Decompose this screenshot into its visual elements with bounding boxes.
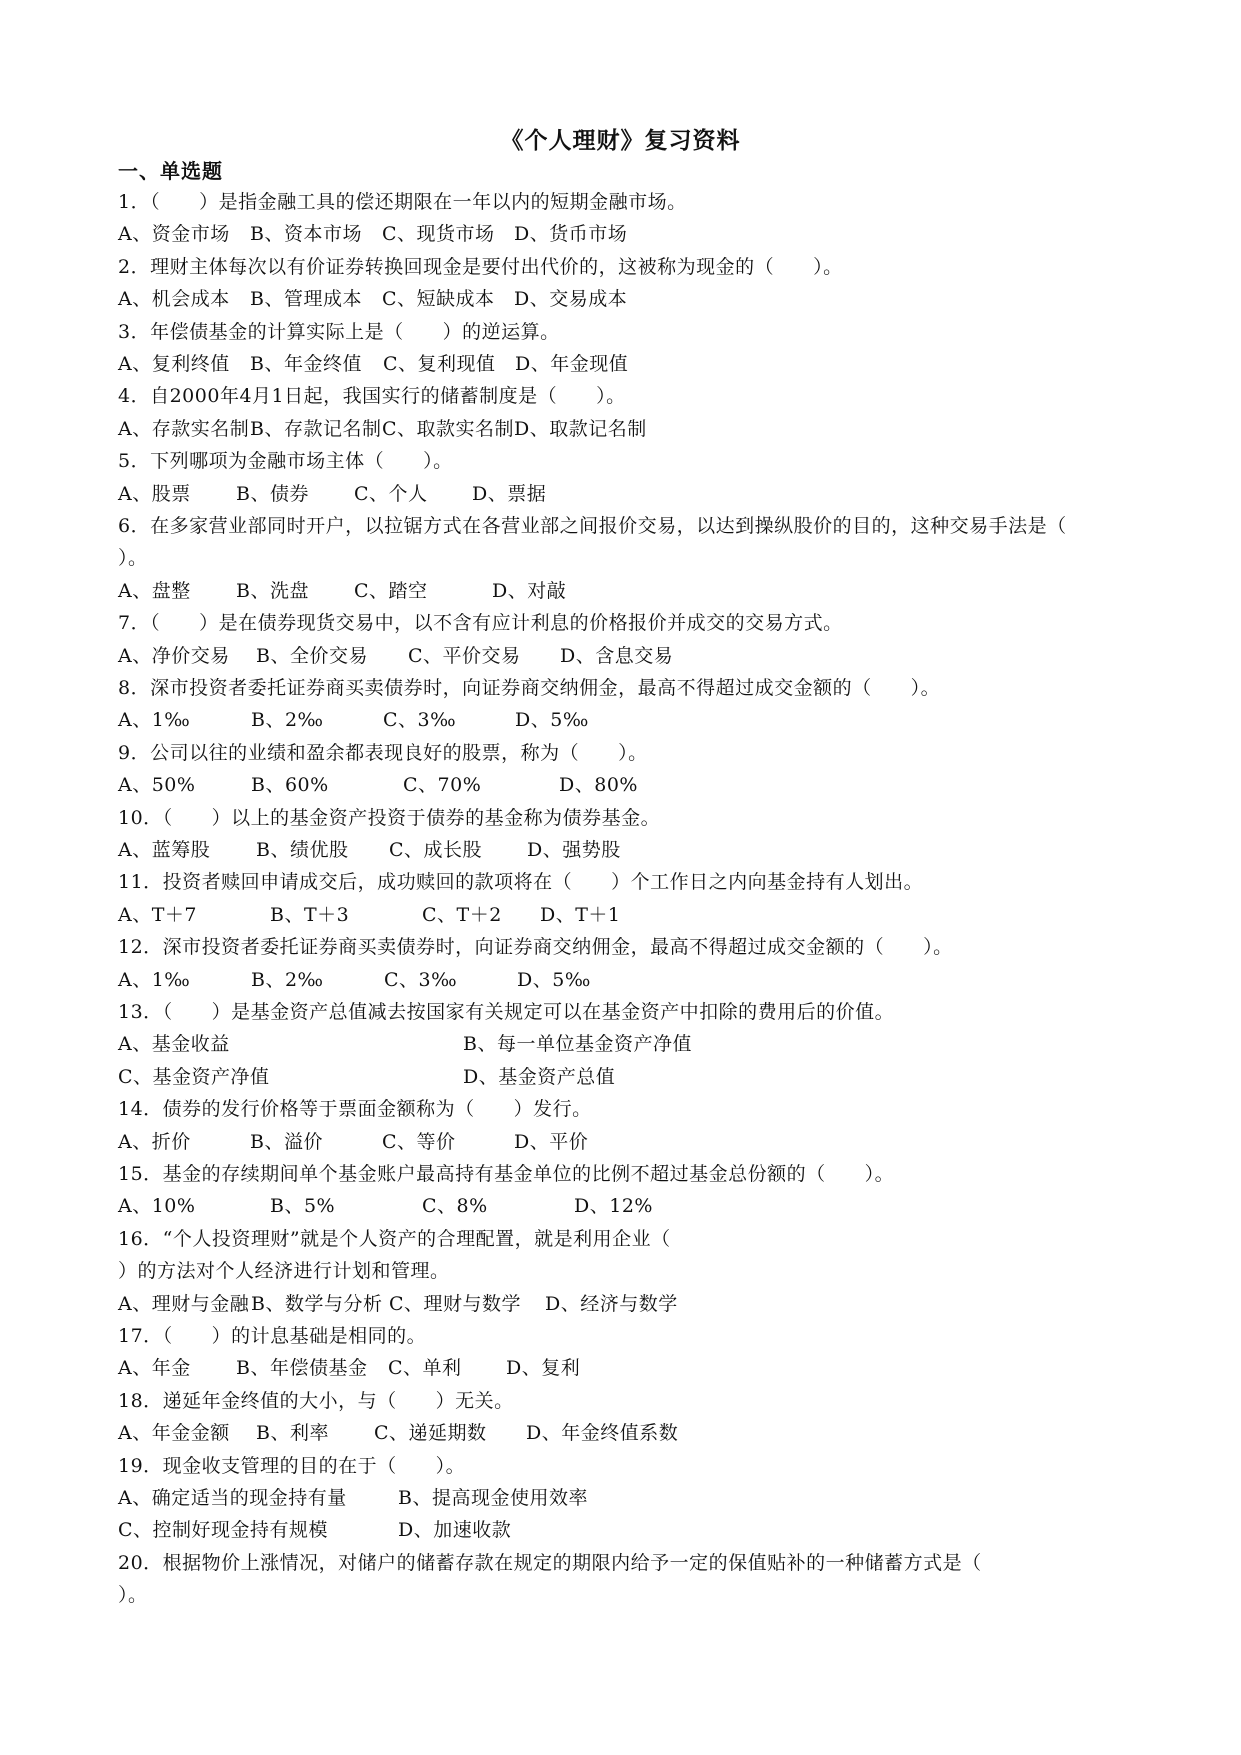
option: D、5‰ bbox=[517, 968, 591, 991]
option: A、年金 bbox=[118, 1357, 191, 1380]
option-row bbox=[118, 1288, 1128, 1320]
option: D、年金现值 bbox=[515, 353, 629, 375]
section-heading: 一、单选题 bbox=[118, 159, 223, 183]
option: B、债券 bbox=[236, 482, 309, 505]
option: A、理财与金融 bbox=[118, 1292, 250, 1315]
option: B、T＋3 bbox=[270, 903, 350, 926]
question-text: 7．（ ）是在债券现货交易中，以不含有应计利息的价格报价并成交的交易方式。 bbox=[118, 612, 843, 635]
option-row bbox=[118, 1126, 1128, 1158]
question-text: 5．下列哪项为金融市场主体（ ）。 bbox=[118, 450, 453, 473]
option-row bbox=[118, 218, 1128, 250]
option: A、盘整 bbox=[118, 579, 191, 602]
question-text: 13．（ ）是基金资产总值减去按国家有关规定可以在基金资产中扣除的费用后的价值。 bbox=[118, 1000, 895, 1023]
option: C、单利 bbox=[388, 1357, 462, 1380]
option: A、存款实名制 bbox=[118, 417, 250, 440]
option: B、年偿债基金 bbox=[236, 1357, 368, 1380]
question-text: 12．深市投资者委托证券商买卖债券时，向证券商交纳佣金，最高不得超过成交金额的（ ）。 bbox=[118, 936, 953, 959]
option: A、50% bbox=[118, 774, 196, 797]
option-row bbox=[118, 1190, 1128, 1222]
option-row bbox=[118, 575, 1128, 607]
option: B、存款记名制 bbox=[250, 417, 382, 440]
option: A、净价交易 bbox=[118, 644, 230, 667]
option: B、每一单位基金资产净值 bbox=[463, 1033, 692, 1056]
option: C、短缺成本 bbox=[382, 288, 495, 311]
option: A、确定适当的现金持有量 bbox=[118, 1486, 347, 1509]
option: D、基金资产总值 bbox=[463, 1065, 616, 1088]
option-row bbox=[118, 478, 1128, 510]
option-row bbox=[118, 1061, 1128, 1093]
option-row bbox=[118, 640, 1128, 672]
option: D、货币市场 bbox=[514, 223, 628, 246]
option: B、管理成本 bbox=[250, 288, 362, 311]
option: D、平价 bbox=[514, 1130, 589, 1153]
option: A、T＋7 bbox=[118, 903, 197, 926]
option: D、经济与数学 bbox=[545, 1292, 678, 1315]
question-list bbox=[118, 186, 1128, 1612]
question-text: 10．（ ）以上的基金资产投资于债券的基金称为债券基金。 bbox=[118, 806, 661, 829]
option: B、提高现金使用效率 bbox=[398, 1486, 588, 1509]
option-row bbox=[118, 769, 1128, 801]
option: C、现货市场 bbox=[382, 223, 495, 246]
option: C、个人 bbox=[354, 482, 428, 505]
option-row bbox=[118, 964, 1128, 996]
option-row bbox=[118, 899, 1128, 931]
question-text: 2．理财主体每次以有价证券转换回现金是要付出代价的，这被称为现金的（ ）。 bbox=[118, 255, 843, 278]
option: B、全价交易 bbox=[256, 644, 368, 667]
option-row bbox=[118, 413, 1128, 445]
question-text: 8．深市投资者委托证券商买卖债券时，向证券商交纳佣金，最高不得超过成交金额的（ ）。 bbox=[118, 676, 941, 699]
option: B、利率 bbox=[256, 1422, 329, 1445]
option: D、强势股 bbox=[527, 838, 621, 861]
option: B、洗盘 bbox=[236, 579, 309, 602]
option: B、资本市场 bbox=[250, 223, 362, 246]
option: A、1‰ bbox=[118, 968, 191, 991]
option: C、70% bbox=[403, 774, 482, 797]
question-text: 20．根据物价上涨情况，对储户的储蓄存款在规定的期限内给予一定的保值贴补的一种储蓄方式是（ ）。 bbox=[118, 1551, 982, 1607]
option: A、基金收益 bbox=[118, 1033, 230, 1056]
option: A、年金金额 bbox=[118, 1422, 230, 1445]
question-text: 3．年偿债基金的计算实际上是（ ）的逆运算。 bbox=[118, 320, 560, 343]
question-text: 4．自2000年4月1日起，我国实行的储蓄制度是（ ）。 bbox=[118, 385, 626, 408]
option: D、加速收款 bbox=[398, 1519, 512, 1542]
option: C、等价 bbox=[382, 1130, 456, 1153]
option: C、递延期数 bbox=[374, 1422, 487, 1445]
option: B、2‰ bbox=[251, 968, 324, 991]
document-title: 《个人理财》复习资料 bbox=[500, 127, 741, 154]
question-text: 16．“个人投资理财”就是个人资产的合理配置，就是利用企业（ ）的方法对个人经济进行计划和管理。 bbox=[118, 1227, 671, 1283]
option: D、12% bbox=[574, 1195, 653, 1218]
option: A、10% bbox=[118, 1195, 196, 1218]
option: C、平价交易 bbox=[408, 644, 521, 667]
option: D、复利 bbox=[506, 1357, 581, 1380]
option: D、T＋1 bbox=[540, 903, 621, 926]
option-row bbox=[118, 1514, 1128, 1546]
option: A、蓝筹股 bbox=[118, 838, 211, 861]
option: D、年金终值系数 bbox=[526, 1422, 679, 1445]
option: A、1‰ bbox=[118, 709, 191, 732]
option-row bbox=[118, 348, 1128, 380]
option: C、理财与数学 bbox=[389, 1292, 522, 1315]
option: C、取款实名制 bbox=[382, 417, 515, 440]
option: D、票据 bbox=[472, 482, 547, 505]
option: C、3‰ bbox=[383, 709, 457, 732]
option-row bbox=[118, 283, 1128, 315]
question-text: 14．债券的发行价格等于票面金额称为（ ）发行。 bbox=[118, 1098, 592, 1121]
option: A、折价 bbox=[118, 1130, 191, 1153]
option-row bbox=[118, 1482, 1128, 1514]
option: C、控制好现金持有规模 bbox=[118, 1519, 329, 1542]
option: C、复利现值 bbox=[383, 353, 496, 375]
option: D、交易成本 bbox=[514, 288, 628, 311]
option: C、踏空 bbox=[354, 579, 428, 602]
option: B、数学与分析 bbox=[251, 1292, 383, 1315]
question-text: 18．递延年金终值的大小，与（ ）无关。 bbox=[118, 1389, 514, 1412]
question-text: 6．在多家营业部同时开户，以拉锯方式在各营业部之间报价交易，以达到操纵股价的目的，这种交易手法是（ ）。 bbox=[118, 514, 1106, 570]
option-row bbox=[118, 1417, 1128, 1449]
option: C、3‰ bbox=[384, 968, 458, 991]
option: C、基金资产净值 bbox=[118, 1065, 270, 1088]
option: C、T＋2 bbox=[422, 903, 502, 926]
question-text: 11．投资者赎回申请成交后，成功赎回的款项将在（ ）个工作日之内向基金持有人划出。 bbox=[118, 871, 924, 894]
option: B、溢价 bbox=[250, 1130, 323, 1153]
option-row bbox=[118, 704, 1128, 736]
option: B、2‰ bbox=[251, 709, 324, 732]
question-text: 9．公司以往的业绩和盈余都表现良好的股票，称为（ ）。 bbox=[118, 741, 648, 764]
option: D、取款记名制 bbox=[514, 417, 647, 440]
question-text: 1．（ ）是指金融工具的偿还期限在一年以内的短期金融市场。 bbox=[118, 191, 687, 213]
question-text: 19．现金收支管理的目的在于（ ）。 bbox=[118, 1454, 466, 1477]
option: A、复利终值 bbox=[118, 353, 230, 375]
option: A、机会成本 bbox=[118, 288, 230, 311]
option: D、含息交易 bbox=[560, 644, 674, 667]
option: B、年金终值 bbox=[250, 353, 362, 375]
question-text: 15．基金的存续期间单个基金账户最高持有基金单位的比例不超过基金总份额的（ ）。 bbox=[118, 1162, 895, 1185]
option: A、股票 bbox=[118, 482, 191, 505]
option: A、资金市场 bbox=[118, 223, 230, 246]
option: B、5% bbox=[270, 1195, 336, 1218]
option: D、对敲 bbox=[492, 579, 567, 602]
option-row bbox=[118, 1028, 1128, 1060]
option-row bbox=[118, 1352, 1128, 1384]
option: C、8% bbox=[422, 1195, 488, 1218]
option: D、80% bbox=[559, 774, 638, 797]
option: B、绩优股 bbox=[256, 838, 349, 861]
option: B、60% bbox=[251, 774, 329, 797]
option: C、成长股 bbox=[389, 838, 483, 861]
option: D、5‰ bbox=[515, 709, 589, 732]
option-row bbox=[118, 834, 1128, 866]
question-text: 17．（ ）的计息基础是相同的。 bbox=[118, 1324, 427, 1347]
